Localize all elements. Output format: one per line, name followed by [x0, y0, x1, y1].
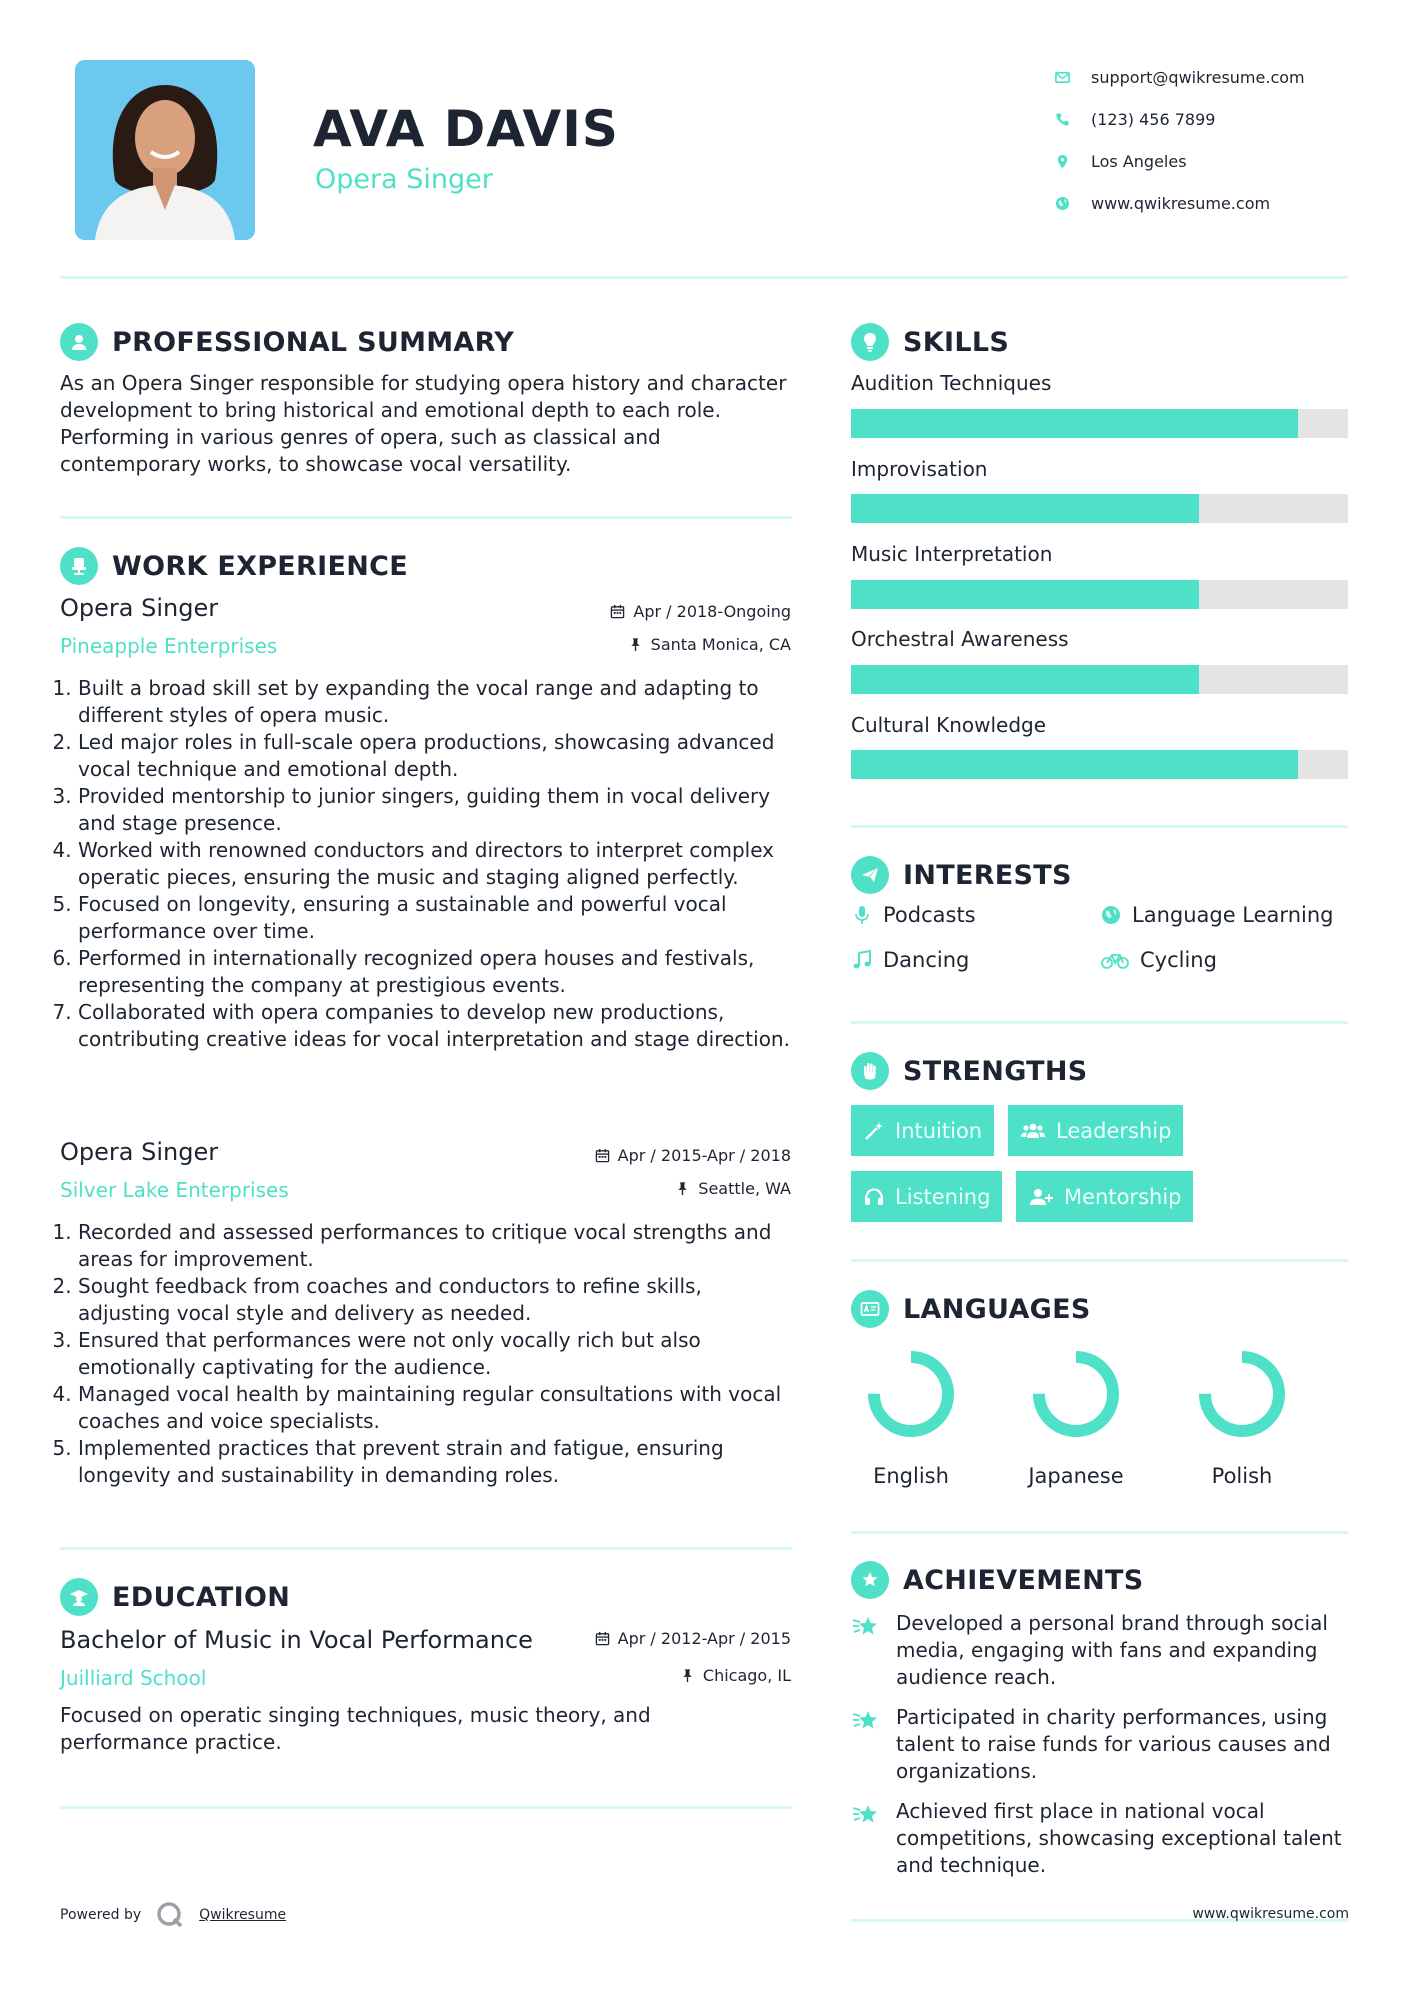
skill-bar: [851, 409, 1348, 438]
language-label: English: [873, 1464, 949, 1488]
strengths-divider: [851, 1259, 1348, 1262]
pushpin-icon: [675, 1181, 690, 1196]
skill-label: Improvisation: [851, 457, 988, 481]
languages-heading: [851, 1290, 1091, 1328]
calendar-icon: [610, 604, 625, 619]
header-divider: [60, 276, 1348, 279]
phone-icon: [1055, 112, 1091, 127]
contact-email-text: support@qwikresume.com: [1091, 67, 1305, 87]
achievement-text: Achieved first place in national vocal competitions, showcasing exceptional talent and technique.: [896, 1799, 1342, 1877]
achievements-title: ACHIEVEMENTS: [903, 1564, 1144, 1596]
skill-bar: [851, 580, 1348, 609]
hand-icon: [851, 1052, 889, 1090]
language-label: Polish: [1211, 1464, 1273, 1488]
calendar-icon: [595, 1631, 610, 1646]
list-item: 1. Recorded and assessed performances to critique vocal strengths and areas for improvement.: [78, 1219, 800, 1273]
contact-website-text: www.qwikresume.com: [1091, 193, 1271, 213]
skill-bar-fill: [851, 750, 1298, 779]
profile-photo: [75, 60, 255, 240]
star-badge-icon: [851, 1561, 889, 1599]
interests-heading: [851, 856, 1072, 894]
users-icon: [1020, 1120, 1046, 1142]
job-company: Pineapple Enterprises: [60, 634, 278, 658]
skill-bar-fill: [851, 665, 1199, 694]
skill-label: Cultural Knowledge: [851, 713, 1047, 737]
skill-bar: [851, 750, 1348, 779]
job-title: Opera Singer: [60, 594, 219, 622]
language-card-icon: [851, 1290, 889, 1328]
candidate-name: AVA DAVIS: [313, 100, 619, 158]
interest-item: [851, 948, 969, 972]
job-location: [480, 635, 791, 654]
achievement-text: Developed a personal brand through social media, engaging with fans and expanding audience reach.: [896, 1611, 1328, 1689]
bicycle-icon: [1100, 949, 1130, 971]
contact-email[interactable]: [1055, 56, 1385, 98]
degree-title: Bachelor of Music in Vocal Performance: [60, 1626, 533, 1654]
strength-label: Intuition: [895, 1118, 983, 1143]
education-dates: [480, 1629, 791, 1648]
strength-tag: [1008, 1105, 1183, 1156]
headphones-icon: [863, 1186, 885, 1208]
school-name: Juilliard School: [60, 1666, 207, 1690]
footer-website-link[interactable]: www.qwikresume.com: [1192, 1906, 1349, 1922]
achievement-item: [851, 1610, 1361, 1691]
skills-title: SKILLS: [903, 326, 1010, 358]
language-item: [1006, 1348, 1146, 1488]
work-title: WORK EXPERIENCE: [112, 550, 408, 582]
education-title: EDUCATION: [112, 1581, 291, 1613]
calendar-icon: [595, 1148, 610, 1163]
skill-bar-fill: [851, 494, 1199, 523]
skill-bar: [851, 665, 1348, 694]
map-pin-icon: [1055, 154, 1091, 169]
education-location-text: Chicago, IL: [702, 1666, 791, 1685]
job-duties-list: [60, 1219, 800, 1489]
job-location: [480, 1179, 791, 1198]
envelope-icon: [1055, 70, 1091, 85]
interest-item: [1100, 903, 1333, 927]
interest-label: Language Learning: [1132, 903, 1334, 927]
graduate-icon: [60, 1578, 98, 1616]
microphone-icon: [851, 904, 873, 926]
list-item: 7. Collaborated with opera companies to develop new productions, contributing creative ideas for vocal interpretation and stage direction.: [78, 999, 800, 1053]
achievement-item: [851, 1798, 1361, 1879]
strength-tag: [851, 1171, 1002, 1222]
languages-divider: [851, 1531, 1348, 1534]
list-item: 1. Built a broad skill set by expanding the vocal range and adapting to different styles of opera music.: [78, 675, 800, 729]
language-level-ring: [865, 1348, 957, 1440]
job-location-text: Seattle, WA: [698, 1179, 791, 1198]
education-location: [480, 1666, 791, 1685]
strength-label: Mentorship: [1064, 1184, 1182, 1209]
job-company: Silver Lake Enterprises: [60, 1178, 289, 1202]
skill-bar-fill: [851, 409, 1298, 438]
contact-list: [1055, 56, 1385, 224]
job-dates-text: Apr / 2015-Apr / 2018: [617, 1146, 791, 1165]
interest-item: [851, 903, 976, 927]
work-divider: [60, 1547, 792, 1550]
candidate-role: Opera Singer: [315, 164, 493, 195]
shooting-star-icon: [851, 1610, 896, 1691]
summary-heading: [60, 323, 514, 361]
achievement-item: [851, 1704, 1361, 1785]
skills-divider: [851, 825, 1348, 828]
brand-link[interactable]: Qwikresume: [199, 1907, 287, 1923]
shooting-star-icon: [851, 1704, 896, 1785]
contact-phone-text: (123) 456 7899: [1091, 109, 1216, 129]
list-item: 3. Provided mentorship to junior singers, guiding them in vocal delivery and stage presence.: [78, 783, 800, 837]
summary-divider: [60, 516, 792, 519]
education-divider: [60, 1806, 792, 1809]
contact-location-text: Los Angeles: [1091, 151, 1187, 171]
list-item: 4. Managed vocal health by maintaining regular consultations with vocal coaches and voice specialists.: [78, 1381, 800, 1435]
education-description: Focused on operatic singing techniques, music theory, and performance practice.: [60, 1703, 651, 1754]
skill-bar: [851, 494, 1348, 523]
job-location-text: Santa Monica, CA: [650, 635, 791, 654]
globe-icon: [1055, 196, 1091, 211]
globe-icon: [1100, 904, 1122, 926]
list-item: 4. Worked with renowned conductors and directors to interpret complex operatic pieces, ensuring the music and staging aligned perfectly.: [78, 837, 800, 891]
achievement-text: Participated in charity performances, using talent to raise funds for various causes and organizations.: [896, 1705, 1331, 1783]
pushpin-icon: [628, 637, 643, 652]
work-heading: [60, 547, 408, 585]
user-plus-icon: [1028, 1186, 1054, 1208]
strength-tag: [1016, 1171, 1193, 1222]
contact-phone[interactable]: [1055, 98, 1385, 140]
list-item: 2. Led major roles in full-scale opera productions, showcasing advanced vocal technique and emotional depth.: [78, 729, 800, 783]
language-level-ring: [1196, 1348, 1288, 1440]
paper-plane-icon: [851, 856, 889, 894]
strengths-heading: [851, 1052, 1088, 1090]
list-item: 5. Implemented practices that prevent strain and fatigue, ensuring longevity and sustainability in demanding roles.: [78, 1435, 800, 1489]
list-item: 6. Performed in internationally recognized opera houses and festivals, representing the company at prestigious events.: [78, 945, 800, 999]
language-level-ring: [1030, 1348, 1122, 1440]
contact-location: [1055, 140, 1385, 182]
skill-bar-fill: [851, 580, 1199, 609]
interest-item: [1100, 948, 1217, 972]
music-note-icon: [851, 949, 873, 971]
job-dates-text: Apr / 2018-Ongoing: [633, 602, 791, 621]
contact-website[interactable]: [1055, 182, 1385, 224]
languages-title: LANGUAGES: [903, 1293, 1091, 1325]
language-item: [841, 1348, 981, 1488]
language-label: Japanese: [1028, 1464, 1124, 1488]
education-heading: [60, 1578, 290, 1616]
footer-powered-by: [60, 1900, 286, 1930]
job-title: Opera Singer: [60, 1138, 219, 1166]
skills-heading: [851, 323, 1009, 361]
strength-tag: [851, 1105, 994, 1156]
job-dates: [480, 1146, 791, 1165]
skill-label: Audition Techniques: [851, 371, 1052, 395]
interest-label: Cycling: [1140, 948, 1217, 972]
list-item: 3. Ensured that performances were not only vocally rich but also emotionally captivating for the audience.: [78, 1327, 800, 1381]
pushpin-icon: [680, 1668, 695, 1683]
job-dates: [480, 602, 791, 621]
interest-label: Podcasts: [883, 903, 976, 927]
skill-label: Orchestral Awareness: [851, 627, 1069, 651]
interests-divider: [851, 1021, 1348, 1024]
strength-label: Leadership: [1056, 1118, 1172, 1143]
summary-text: As an Opera Singer responsible for studying opera history and character development to bring historical and emotional depth to each role. Performing in various genres of opera, such as classical and contemporary works, to showcase vocal versatility.: [60, 371, 787, 476]
user-icon: [60, 323, 98, 361]
strength-label: Listening: [895, 1184, 991, 1209]
interests-title: INTERESTS: [903, 859, 1072, 891]
qwikresume-logo-icon: [155, 1900, 185, 1930]
interest-label: Dancing: [883, 948, 970, 972]
lightbulb-icon: [851, 323, 889, 361]
list-item: 2. Sought feedback from coaches and conductors to refine skills, adjusting vocal style and delivery as needed.: [78, 1273, 800, 1327]
shooting-star-icon: [851, 1798, 896, 1879]
list-item: 5. Focused on longevity, ensuring a sustainable and powerful vocal performance over time.: [78, 891, 800, 945]
achievements-heading: [851, 1561, 1144, 1599]
skill-label: Music Interpretation: [851, 542, 1053, 566]
strengths-title: STRENGTHS: [903, 1055, 1088, 1087]
powered-by-text: Powered by: [60, 1907, 142, 1923]
summary-title: PROFESSIONAL SUMMARY: [112, 326, 515, 358]
education-dates-text: Apr / 2012-Apr / 2015: [617, 1629, 791, 1648]
job-duties-list: [60, 675, 800, 1053]
language-item: [1172, 1348, 1312, 1488]
briefcase-chair-icon: [60, 547, 98, 585]
magic-wand-icon: [863, 1120, 885, 1142]
